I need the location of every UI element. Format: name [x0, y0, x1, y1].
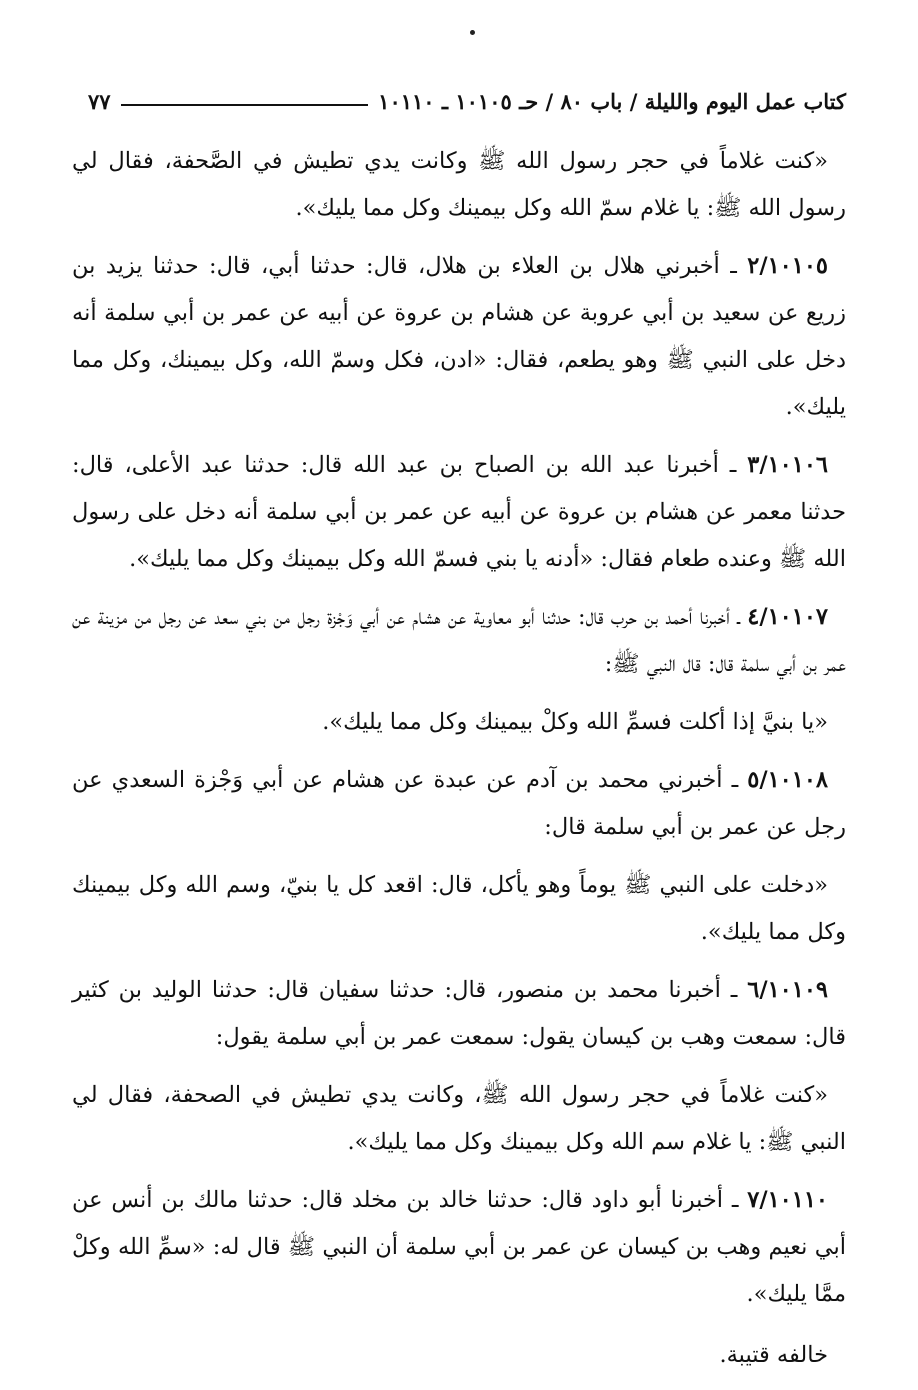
hadith-text: ـ أخبرني هلال بن العلاء بن هلال، قال: حدثنا أبي، قال: حدثنا يزيد بن زريع عن سعيد بن أبي عروبة عن هشام بن عروة عن أبيه عن عمر بن أبي سلمة أنه دخل على النبي ﷺ وهو يطعم، فقال: «ادن، فكل وسمّ الله، وكل بيمينك، وكل مما يليك». — [72, 253, 846, 420]
hadith-paragraph — [72, 1177, 846, 1318]
hadith-paragraph — [72, 243, 846, 431]
hadith-paragraph — [72, 442, 846, 583]
hadith-text: ـ أخبرنا عبد الله بن الصباح بن عبد الله قال: حدثنا عبد الأعلى، قال: حدثنا معمر عن هشام بن عروة عن أبيه عن عمر بن أبي سلمة أنه دخل على رسول الله ﷺ وعنده طعام فقال: «أدنه يا بني فسمّ الله وكل بيمينك وكل مما يليك». — [72, 452, 846, 572]
hadith-paragraph — [72, 594, 846, 688]
page-dot — [470, 30, 475, 35]
quote-paragraph — [72, 1072, 846, 1166]
running-header — [88, 84, 846, 118]
hadith-number: ٤/١٠١٠٧ — [747, 604, 828, 630]
page-body — [72, 138, 846, 1390]
quote-text: «كنت غلاماً في حجر رسول الله ﷺ وكانت يدي تطيش في الصَّحفة، فقال لي رسول الله ﷺ: يا غلام سمّ الله وكل بيمينك وكل مما يليك». — [72, 148, 846, 221]
header-title: كتاب عمل اليوم والليلة / باب ٨٠ / حـ ١٠١٠٥ ـ ١٠١١٠ — [378, 88, 846, 114]
hadith-number: ٧/١٠١١٠ — [747, 1187, 828, 1213]
hadith-number: ٦/١٠١٠٩ — [747, 977, 828, 1003]
quote-text: «يا بنيَّ إذا أكلت فسمِّ الله وكلْ بيمينك وكل مما يليك». — [322, 709, 828, 735]
hadith-number: ٣/١٠١٠٦ — [747, 452, 828, 478]
hadith-paragraph — [72, 967, 846, 1061]
hadith-number: ٥/١٠١٠٨ — [747, 767, 828, 793]
quote-paragraph — [72, 862, 846, 956]
hadith-number: ٢/١٠١٠٥ — [747, 253, 829, 279]
quote-paragraph — [72, 699, 846, 746]
header-rule — [121, 104, 369, 106]
quote-paragraph — [72, 138, 846, 232]
page-number: ٧٧ — [88, 88, 111, 114]
hadith-text: ـ أخبرنا محمد بن منصور، قال: حدثنا سفيان قال: حدثنا الوليد بن كثير قال: سمعت وهب بن كيسان يقول: سمعت عمر بن أبي سلمة يقول: — [72, 977, 846, 1050]
quote-text: «كنت غلاماً في حجر رسول الله ﷺ، وكانت يدي تطيش في الصحفة، فقال لي النبي ﷺ: يا غلام سم الله وكل بيمينك وكل مما يليك». — [72, 1082, 846, 1155]
hadith-text: ـ أخبرنا أحمد بن حرب قال: حدثنا أبو معاوية عن هشام عن أبي وَجْزة رجل من بني سعد عن رجل من مزينة عن عمر بن أبي سلمة قال: قال النبي ﷺ: — [72, 604, 846, 677]
closing-note — [72, 1332, 846, 1379]
hadith-text: ـ أخبرني محمد بن آدم عن عبدة عن هشام عن أبي وَجْزة السعدي عن رجل عن عمر بن أبي سلمة قال: — [72, 767, 846, 840]
hadith-text: ـ أخبرنا أبو داود قال: حدثنا خالد بن مخلد قال: حدثنا مالك بن أنس عن أبي نعيم وهب بن كيسان عن عمر بن أبي سلمة أن النبي ﷺ قال له: «سمِّ الله وكلْ ممَّا يليك». — [72, 1187, 846, 1307]
note-text: خالفه قتيبة. — [719, 1342, 828, 1368]
hadith-paragraph — [72, 757, 846, 851]
quote-text: «دخلت على النبي ﷺ يوماً وهو يأكل، قال: اقعد كل يا بنيّ، وسم الله وكل بيمينك وكل مما يليك». — [72, 872, 846, 945]
